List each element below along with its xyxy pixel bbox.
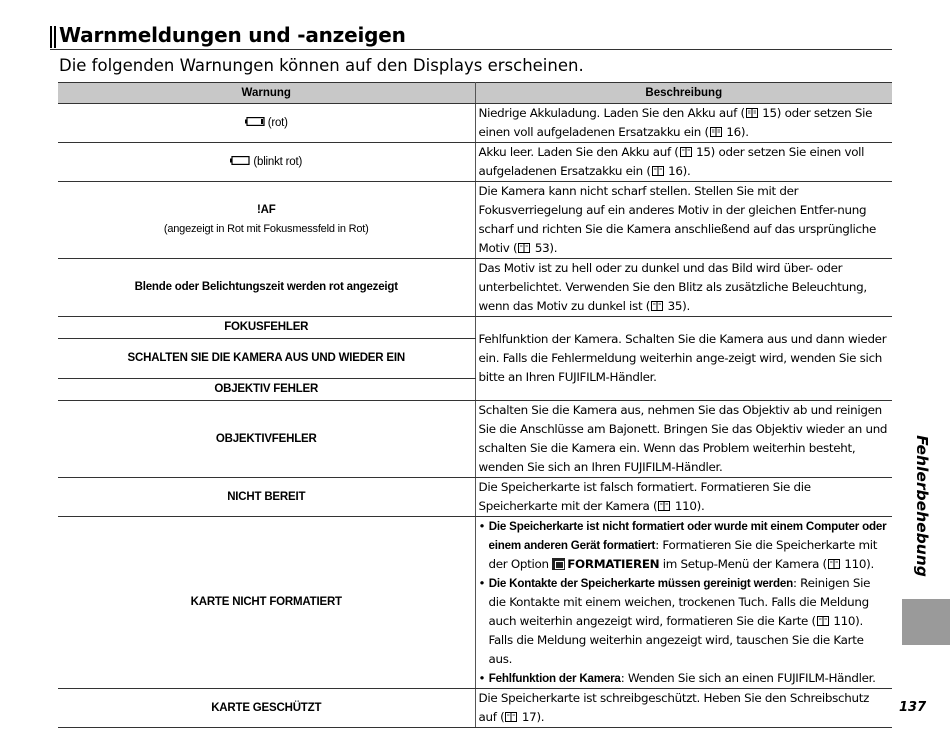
warning-label: AF — [260, 204, 276, 216]
book-reference-icon — [651, 301, 663, 311]
bullet-bold: Fehlfunktion der Kamera — [488, 672, 621, 685]
bullet-item: • Die Kontakte der Speicherkarte müssen gereinigt werden: Reinigen Sie die Kontakte mit einem weichen, trockenen Tuch. Falls die Meldung auch weiterhin angezeigt wird, formatieren Sie die Karte ( 110). Falls die Meldung weiterhin angezeigt wird, tauschen Sie die Karte aus. — [478, 576, 871, 666]
warning-cell: SCHALTEN SIE DIE KAMERA AUS UND WIEDER EIN — [58, 339, 475, 379]
bullet-bold: Die Kontakte der Speicherkarte müssen gereinigt werden — [488, 577, 793, 590]
bullet-text: 110). — [840, 557, 874, 571]
warning-cell: Blende oder Belichtungszeit werden rot angezeigt — [58, 259, 475, 317]
heading-bar-marker — [50, 26, 56, 48]
description-cell — [475, 104, 892, 143]
book-reference-icon — [817, 616, 829, 626]
intro-text: Die folgenden Warnungen können auf den Displays erscheinen. — [59, 56, 584, 75]
description-cell — [475, 689, 892, 728]
book-reference-icon — [710, 127, 722, 137]
bullet-text: : Reinigen Sie die Kontakte mit einem weichen, trockenen Tuch. Falls die Meldung auch weiterhin angezeigt wird, formatieren Sie die Karte ( — [488, 576, 871, 628]
bullet-bold: Die Speicherkarte ist nicht formatiert oder wurde mit einem Computer oder einem anderen Gerät formatiert — [488, 520, 887, 552]
warning-suffix: (blinkt rot) — [253, 155, 303, 168]
desc-text: 16). — [722, 125, 749, 139]
description-cell — [475, 478, 892, 517]
focus-warning-icon: ! — [256, 204, 261, 216]
warning-cell — [58, 182, 475, 259]
desc-text: Niedrige Akkuladung. Laden Sie den Akku auf ( — [478, 106, 745, 120]
warning-cell: KARTE NICHT FORMATIERT — [58, 517, 475, 689]
table-row — [58, 317, 892, 339]
desc-text: Die Kamera kann nicht scharf stellen. Stellen Sie mit der Fokusverriegelung auf ein anderes Motiv in der gleichen Entfer-nung scharf und richten Sie die Kamera anschließend auf das ursprüngliche Motiv ( — [478, 184, 877, 255]
book-reference-icon — [652, 166, 664, 176]
menu-option-label: FORMATIEREN — [567, 557, 660, 571]
table-row — [58, 517, 892, 689]
section-thumb-tab — [902, 599, 950, 645]
warning-suffix: (rot) — [267, 116, 288, 129]
bullet-text: : Formatieren Sie die Speicherkarte mit der Option — [488, 538, 878, 571]
description-cell: Schalten Sie die Kamera aus, nehmen Sie das Objektiv ab und reinigen Sie die Anschlüsse am Bajonett. Bringen Sie das Objektiv wieder an und schalten Sie die Kamera ein. Wenn das Problem weiterhin besteht, wenden Sie sich an Ihren FUJIFILM-Händler. — [475, 401, 892, 478]
book-reference-icon — [505, 712, 517, 722]
warning-cell: OBJEKTIVFEHLER — [58, 401, 475, 478]
header-warning: Warnung — [58, 83, 475, 104]
book-reference-icon — [518, 243, 530, 253]
page-title: Warnmeldungen und -anzeigen — [59, 23, 406, 47]
warning-cell: FOKUSFEHLER — [58, 317, 475, 339]
book-reference-icon — [658, 501, 670, 511]
description-cell — [475, 143, 892, 182]
desc-text: Fehlfunktion der Kamera. Schalten Sie die Kamera aus und dann wieder ein. Falls die Fehlermeldung weiterhin ange-zeigt wird, wenden Sie sich bitte an Ihren FUJIFILM-Händler. — [478, 332, 887, 384]
description-cell — [475, 182, 892, 259]
table-row — [58, 689, 892, 728]
desc-text: 17). — [518, 710, 545, 724]
warnings-table — [58, 82, 892, 728]
battery-empty-icon — [230, 156, 250, 165]
desc-text: 15) oder setzen Sie einen voll aufgeladenen Ersatzakku ein ( — [478, 106, 873, 139]
warning-cell: OBJEKTIV FEHLER — [58, 379, 475, 401]
desc-text: Die Speicherkarte ist falsch formatiert. Formatieren Sie die Speicherkarte mit der Kamera ( — [478, 480, 811, 513]
book-reference-icon — [828, 559, 840, 569]
battery-low-icon — [245, 117, 265, 126]
bullet-item: • Fehlfunktion der Kamera: Wenden Sie sich an einen FUJIFILM-Händler. — [478, 671, 876, 685]
bullet-item: • Die Speicherkarte ist nicht formatiert oder wurde mit einem Computer oder einem anderen Gerät formatiert: Formatieren Sie die Speicherkarte mit der Option FORMATIEREN im Setup-Menü der Kamera ( 110). — [478, 519, 887, 571]
warning-note: (angezeigt in Rot mit Fokusmessfeld in Rot) — [163, 223, 369, 235]
table-row — [58, 478, 892, 517]
desc-text: 16). — [664, 164, 691, 178]
description-cell — [475, 517, 892, 689]
book-reference-icon — [680, 147, 692, 157]
desc-text: 15) oder setzen Sie einen voll aufgeladenen Ersatzakku ein ( — [478, 145, 865, 178]
table-row — [58, 401, 892, 478]
page-heading — [50, 22, 892, 50]
description-cell — [475, 317, 892, 401]
table-row — [58, 104, 892, 143]
warning-cell: NICHT BEREIT — [58, 478, 475, 517]
bullet-text: : Wenden Sie sich an einen FUJIFILM-Händler. — [620, 671, 876, 685]
bullet-text: 110). Falls die Meldung weiterhin angezeigt wird, tauschen Sie die Karte aus. — [488, 614, 864, 666]
desc-text: 35). — [664, 299, 690, 313]
section-side-label: Fehlerbehebung — [913, 435, 931, 577]
description-cell — [475, 259, 892, 317]
warning-cell — [58, 104, 475, 143]
table-row — [58, 143, 892, 182]
desc-text: 110). — [671, 499, 705, 513]
bullet-text: im Setup-Menü der Kamera ( — [659, 557, 827, 571]
setup-menu-icon — [552, 558, 565, 570]
table-header-row — [58, 83, 892, 104]
desc-text: Akku leer. Laden Sie den Akku auf ( — [478, 145, 679, 159]
book-reference-icon — [746, 108, 758, 118]
table-row — [58, 182, 892, 259]
header-description: Beschreibung — [475, 83, 892, 104]
page-number: 137 — [899, 700, 927, 715]
warning-cell: KARTE GESCHÜTZT — [58, 689, 475, 728]
warning-cell — [58, 143, 475, 182]
desc-text: Das Motiv ist zu hell oder zu dunkel und das Bild wird über- oder unterbelichtet. Verwenden Sie den Blitz als zusätzliche Beleuchtung, wenn das Motiv zu dunkel ist ( — [478, 261, 867, 313]
table-row — [58, 259, 892, 317]
desc-text: 53). — [531, 241, 558, 255]
desc-text: Die Speicherkarte ist schreibgeschützt. Heben Sie den Schreibschutz auf ( — [478, 691, 870, 724]
